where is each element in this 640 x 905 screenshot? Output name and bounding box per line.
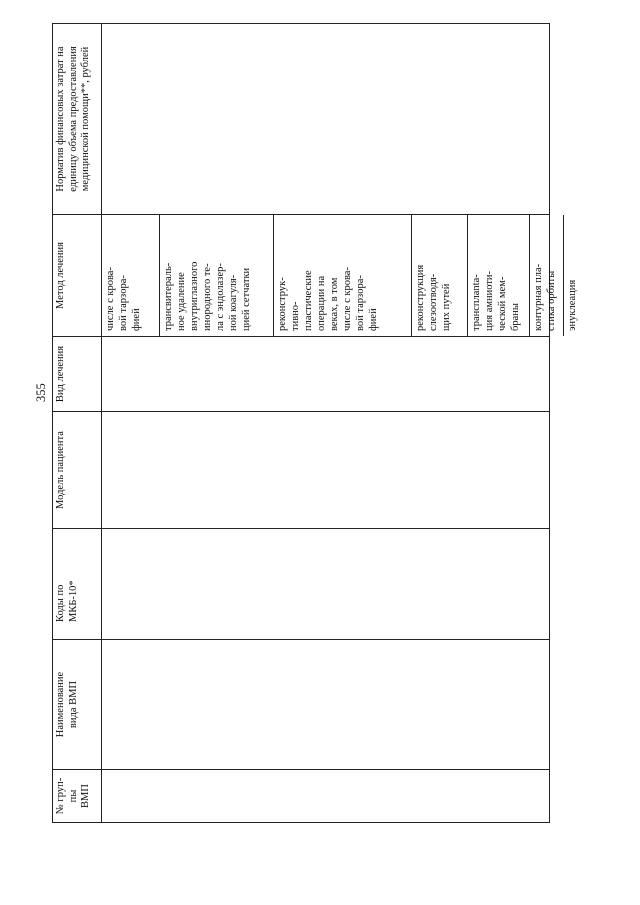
header-group-no: № груп- пы ВМП — [53, 770, 102, 823]
list-item: реконструк- тивно- пластические операции на веках, в том числе с крова- вой тарзора- фией — [274, 215, 412, 336]
cell-treatment-type — [102, 337, 550, 412]
cell-treatment-method — [102, 215, 578, 337]
vmp-table — [52, 23, 578, 823]
list-item: числе с крова- вой тарзора- фией — [102, 215, 160, 336]
header-treatment-method: Метод лечения — [53, 215, 102, 337]
page-number: 355 — [34, 383, 48, 402]
cell-cost-standard — [102, 24, 550, 215]
table-row — [102, 24, 550, 823]
table-rotated-wrapper — [52, 24, 578, 823]
method-list — [102, 215, 578, 336]
cell-icd-codes — [102, 529, 550, 640]
list-item: контурная пла- стика орбиты — [530, 215, 564, 336]
cell-group-no — [102, 770, 550, 823]
table-header-row — [53, 24, 102, 823]
list-item: реконструкция слезоотводя- щих путей — [412, 215, 468, 336]
header-icd-codes: Коды по МКБ-10* — [53, 529, 102, 640]
header-cost-standard: Норматив финансовых затрат на единицу объема предоставления медицинской помощи**, рублей — [53, 24, 102, 215]
header-vmp-name: Наименование вида ВМП — [53, 640, 102, 770]
header-patient-model: Модель пациента — [53, 412, 102, 529]
list-item: энуклеация — [567, 279, 578, 331]
list-item: трансплanta- ция амниоти- ческой мем- браны — [468, 215, 530, 336]
header-treatment-type: Вид лечения — [53, 337, 102, 412]
list-item: трансвитераль- ное удаление внутриглазного инородного те- ла с эндолазер- ной коагуля- цией сетчатки — [160, 215, 274, 336]
cell-patient-model — [102, 412, 550, 529]
cell-vmp-name — [102, 640, 550, 770]
